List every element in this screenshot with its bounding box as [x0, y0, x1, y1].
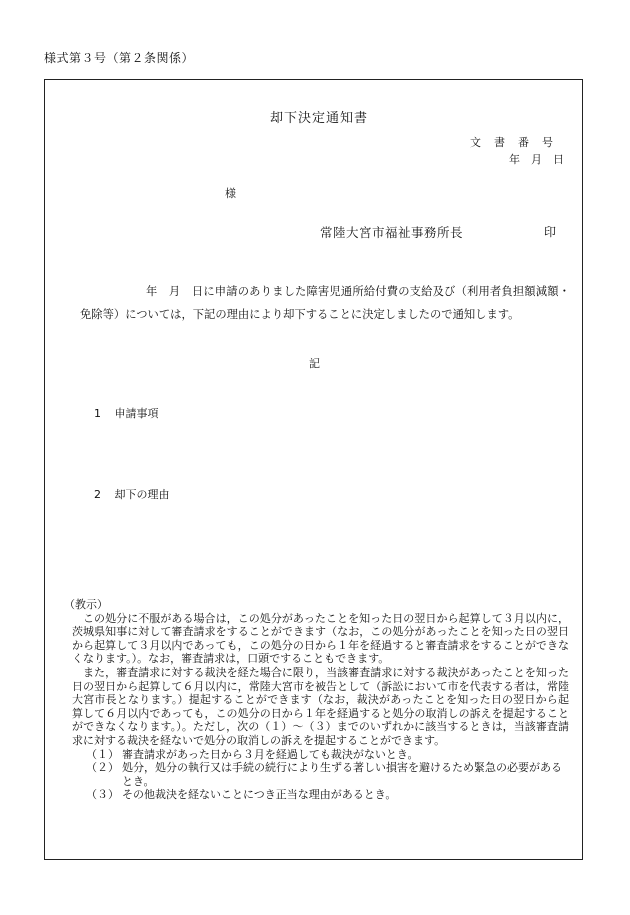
list-number: （２）	[86, 761, 119, 775]
document-title: 却下決定通知書	[270, 111, 369, 126]
notification-body: 年 月 日に申請のありました障害児通所給付費の支給及び（利用者負担額減額・免除等）については，下記の理由により却下することに決定しましたので通知します。	[80, 285, 570, 321]
notice-list-item	[64, 748, 569, 762]
form-number-label: 様式第３号（第２条関係）	[44, 51, 195, 65]
list-text: その他裁決を経ないことにつき正当な理由があるとき。	[122, 788, 397, 802]
list-number: （１）	[86, 747, 119, 761]
sender-name: 常陸大宮市福祉事務所長	[320, 225, 464, 240]
item-application-matter	[94, 405, 159, 421]
item-label: 却下の理由	[114, 488, 170, 501]
instruction-notice	[64, 598, 569, 802]
item-number: 2	[94, 488, 101, 501]
list-text: 処分，処分の執行又は手続の続行により生ずる著しい損害を避けるため緊急の必要があるとき。	[122, 761, 562, 788]
document-number-label: 文書番号	[470, 136, 566, 149]
ki-heading: 記	[309, 357, 320, 370]
list-text: 審査請求があった日から３月を経過しても裁決がないとき。	[122, 747, 419, 761]
notice-paragraph: この処分に不服がある場合は，この処分があったことを知った日の翌日から起算して３月以内に，茨城県知事に対して審査請求をすることができます（なお，この処分があったことを知った日の翌日から起算して３月以内であっても，この処分の日から１年を経過すると審査請求をすることができなくなります。）。なお，審査請求は，口頭ですることもできます。	[72, 611, 569, 666]
notice-heading: （教示）	[64, 598, 108, 611]
addressee-suffix: 様	[225, 187, 236, 200]
seal-mark: 印	[544, 225, 557, 239]
item-number: 1	[94, 407, 101, 420]
item-rejection-reason	[94, 486, 170, 502]
item-label: 申請事項	[114, 407, 159, 420]
date-label: 年 月 日	[509, 153, 564, 166]
notice-list-item	[64, 788, 569, 802]
notice-list-item	[64, 761, 569, 788]
list-number: （３）	[86, 788, 119, 802]
notice-paragraph: また，審査請求に対する裁決を経た場合に限り，当該審査請求に対する裁決があったことを知った日の翌日から起算して６月以内に，常陸大宮市を被告として（訴訟において市を代表する者は，常陸大宮市長となります。）提起することができます（なお，裁決があったことを知った日の翌日から起算して６月以内であっても，この処分の日から１年を経過すると処分の取消しの訴えを提起することができなくなります。）。ただし，次の（１）～（３）までのいずれかに該当するときは，当該審査請求に対する裁決を経ないで処分の取消しの訴えを提起することができます。	[72, 665, 569, 747]
